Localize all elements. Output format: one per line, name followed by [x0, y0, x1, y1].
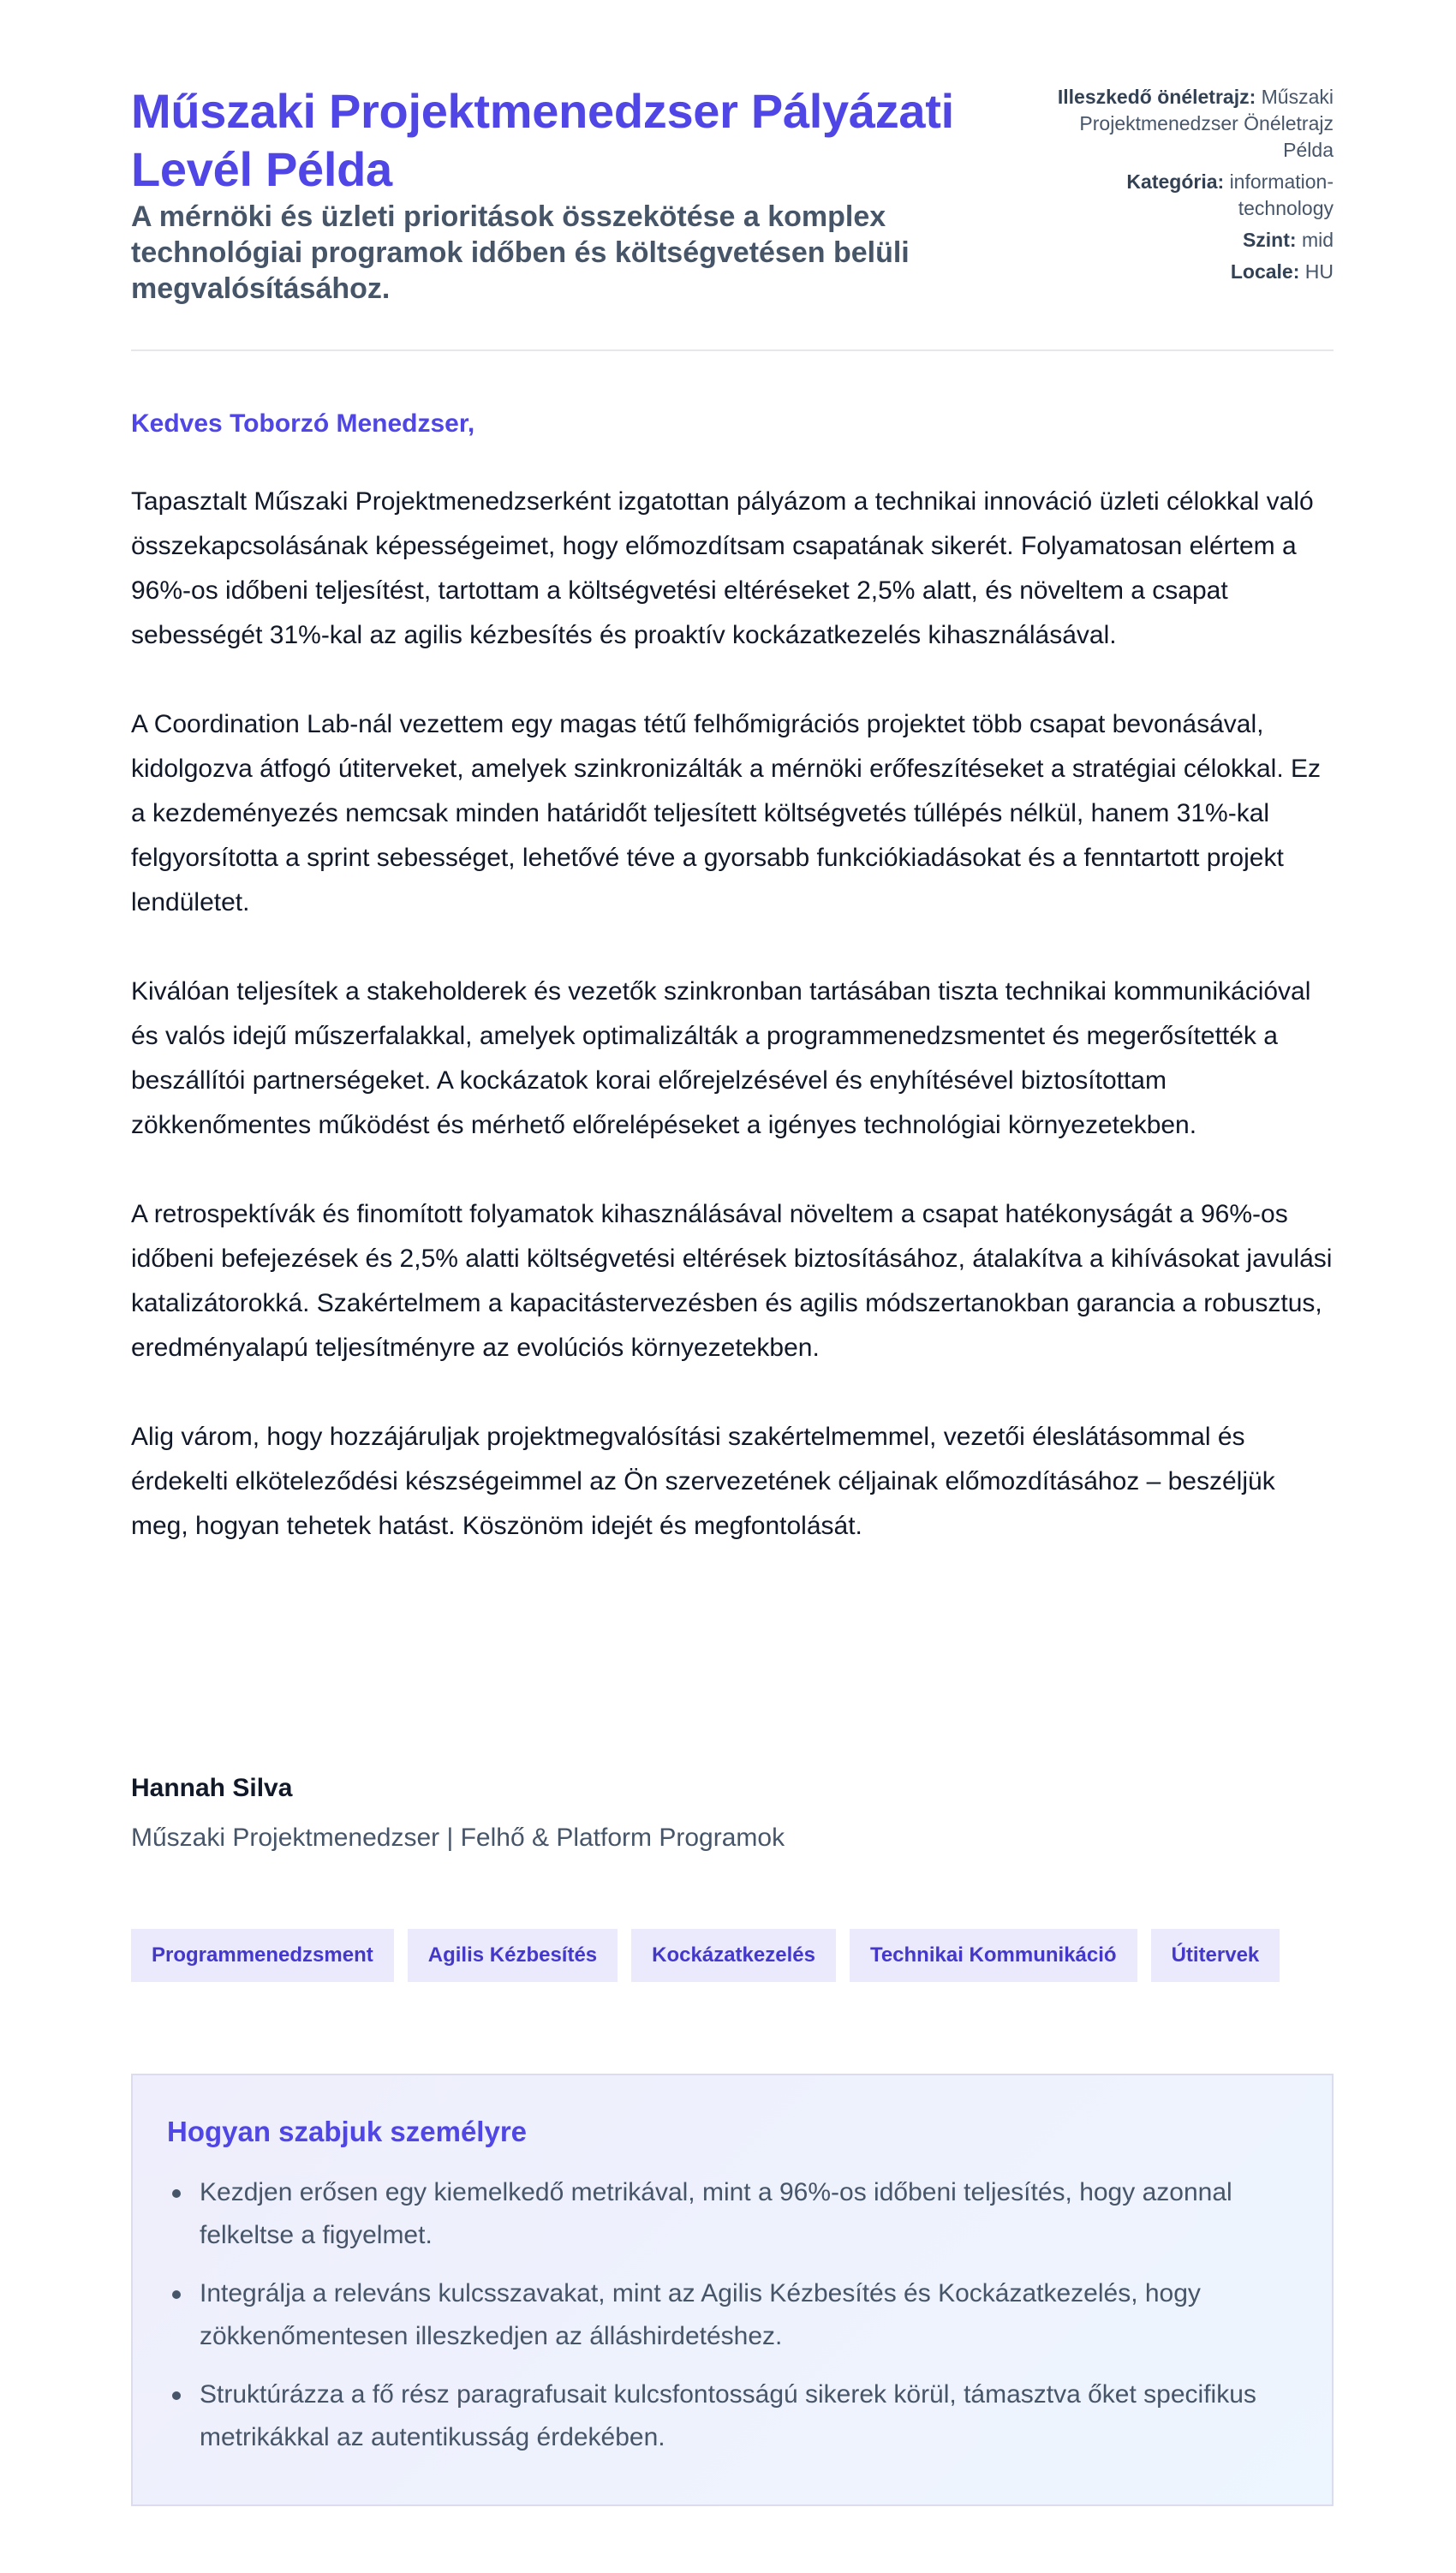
letter-salutation: Kedves Toborzó Menedzser,: [131, 409, 475, 438]
page-title: Műszaki Projektmenedzser Pályázati Levél Példa: [131, 84, 954, 196]
meta-level-value: mid: [1301, 229, 1334, 251]
tip-item: [200, 2171, 1298, 2257]
customization-tips-box: [131, 2074, 1334, 2506]
meta-level: [1051, 227, 1334, 254]
letter-paragraph: A retrospektívák és finomított folyamatok kihasználásával növeltem a csapat hatékonyságát a 96%-os időbeni befejezések és 2,5% alatti költségvetési eltérések biztosításához, átalakítva a kihívásokat javulási katalizátorokká. Szakértelmem a kapacitástervezésben és agilis módszertanokban garancia a robusztus, eredményalapú teljesítményre az evolúciós környezetekben.: [131, 1200, 1333, 1362]
meta-matching-resume-label: Illeszkedő önéletrajz:: [1057, 86, 1256, 108]
tip-text: Struktúrázza a fő rész paragrafusait kulcsfontosságú sikerek körül, támasztva őket specifikus metrikákkal az autentikusság érdekében.: [200, 2380, 1256, 2451]
bullet-icon: [172, 2391, 181, 2400]
meta-panel: [1051, 84, 1334, 290]
skill-tag: Programmenedzsment: [131, 1929, 394, 1982]
skill-tags: [131, 1929, 1280, 1982]
letter-body: [131, 480, 1334, 1593]
letter-paragraph: A Coordination Lab-nál vezettem egy magas tétű felhőmigrációs projektet több csapat bevonásával, kidolgozva átfogó útiterveket, amelyek szinkronizálták a mérnöki erőfeszítéseket a stratégiai célokkal. Ez a kezdeményezés nemcsak minden határidőt teljesített költségvetés túllépés nélkül, hanem 31%-kal felgyorsította a sprint sebességet, lehetővé téve a gyorsabb funkciókiadásokat és a fenntartott projekt lendületet.: [131, 710, 1321, 916]
meta-locale-value: HU: [1304, 260, 1334, 283]
meta-locale-label: Locale:: [1230, 260, 1300, 283]
letter-paragraph: Tapasztalt Műszaki Projektmenedzserként izgatottan pályázom a technikai innováció üzleti célokkal való összekapcsolásának képességeimet, hogy előmozdítsam csapatának sikerét. Folyamatosan elértem a 96%-os időbeni teljesítést, tartottam a költségvetési eltéréseket 2,5% alatt, és növeltem a csapat sebességét 31%-kal az agilis kézbesítés és proaktív kockázatkezelés kihasználásával.: [131, 487, 1314, 649]
meta-locale: [1051, 259, 1334, 285]
meta-matching-resume: [1051, 84, 1334, 164]
tip-item: [200, 2272, 1298, 2358]
tip-item: [200, 2373, 1298, 2459]
meta-level-label: Szint:: [1242, 229, 1297, 251]
bullet-icon: [172, 2189, 181, 2198]
meta-matching-resume-value: Műszaki Projektmenedzser Önéletrajz Példa: [1079, 86, 1334, 161]
header-divider: [131, 349, 1334, 351]
meta-category: [1051, 169, 1334, 222]
tips-list: [167, 2171, 1298, 2459]
cover-letter-page: [131, 0, 1334, 2451]
meta-category-value: information-technology: [1229, 170, 1334, 219]
letter-paragraph: Alig várom, hogy hozzájáruljak projektmegvalósítási szakértelmemmel, vezetői éleslátásommal és érdekelti elköteleződési készségeimmel az Ön szervezetének céljainak előmozdításához – beszéljük meg, hogyan tehetek hatást. Köszönöm idejét és megfontolását.: [131, 1423, 1275, 1540]
skill-tag: Technikai Kommunikáció: [850, 1929, 1137, 1982]
skill-tag: Kockázatkezelés: [631, 1929, 836, 1982]
skill-tag: Agilis Kézbesítés: [408, 1929, 618, 1982]
meta-category-label: Kategória:: [1126, 170, 1225, 193]
page-subtitle: A mérnöki és üzleti prioritások összekötése a komplex technológiai programok időben és költségvetésen belüli megvalósításához.: [131, 200, 910, 305]
signature-role: Műszaki Projektmenedzser | Felhő & Platform Programok: [131, 1824, 785, 1852]
page-header: [131, 0, 1334, 305]
letter-paragraph: Kiválóan teljesítek a stakeholderek és vezetők szinkronban tartásában tiszta technikai kommunikációval és valós idejű műszerfalakkal, amelyek optimalizálták a programmenedzsmentet és megerősítették a beszállítói partnerségeket. A kockázatok korai előrejelzésével és enyhítésével biztosítottam zökkenőmentes működést és mérhető előrelépéseket a igényes technológiai környezetekben.: [131, 977, 1311, 1139]
tip-text: Kezdjen erősen egy kiemelkedő metrikával, mint a 96%-os időbeni teljesítés, hogy azonnal felkeltse a figyelmet.: [200, 2178, 1232, 2249]
tip-text: Integrálja a releváns kulcsszavakat, mint az Agilis Kézbesítés és Kockázatkezelés, hogy zökkenőmentesen illeszkedjen az álláshirdetéshez.: [200, 2279, 1201, 2350]
tips-title: Hogyan szabjuk személyre: [167, 2116, 528, 2147]
signature-block: [131, 1771, 785, 1855]
skill-tag: Útitervek: [1151, 1929, 1280, 1982]
signature-name: Hannah Silva: [131, 1774, 293, 1802]
bullet-icon: [172, 2290, 181, 2299]
